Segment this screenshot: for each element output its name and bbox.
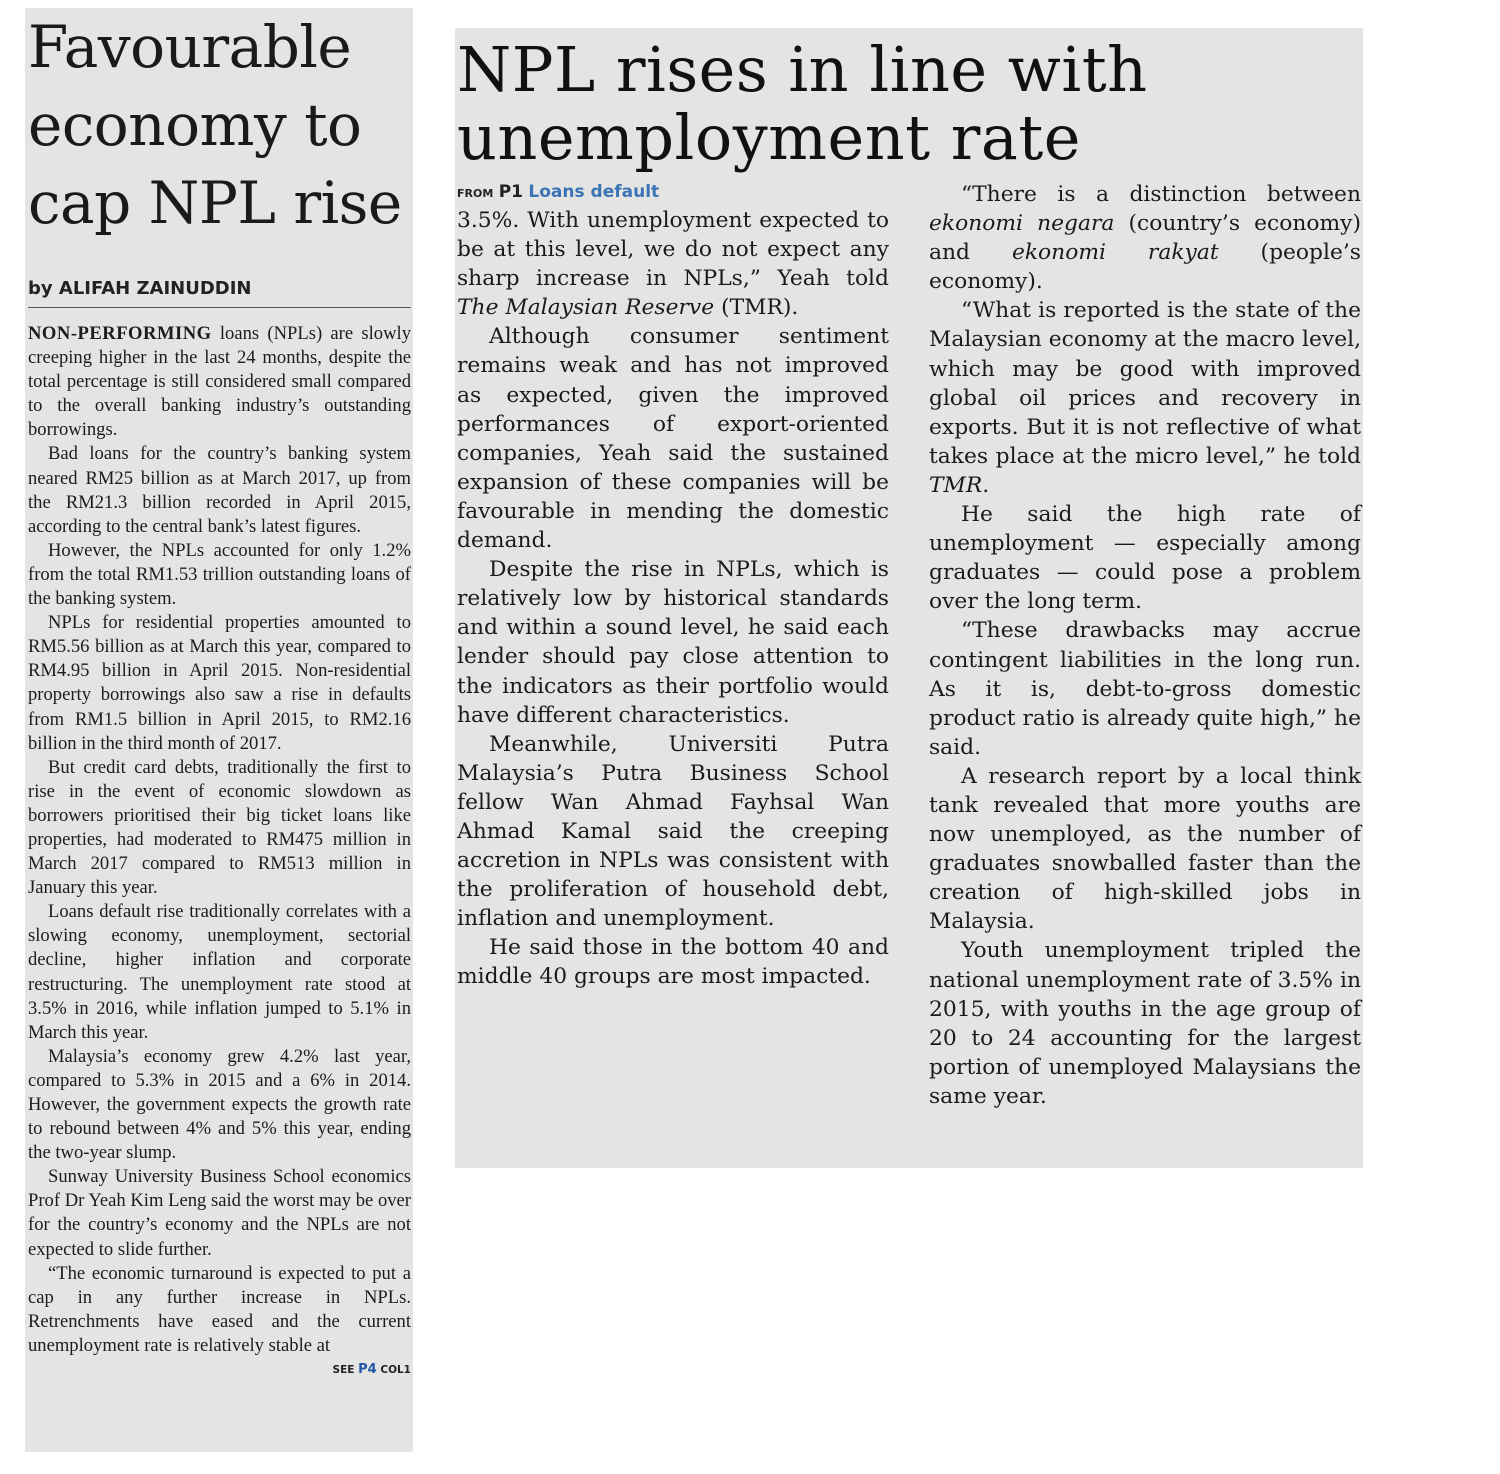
jump-see: SEE — [332, 1364, 355, 1377]
paragraph — [457, 206, 889, 322]
paragraph — [929, 180, 1361, 296]
from-label: FROM — [457, 187, 494, 200]
left-article — [25, 8, 413, 1452]
paragraph-text: (country’s economy) and — [929, 211, 1361, 266]
paragraph: Bad loans for the country’s banking system neared RM25 billion as at March 2017, up from the RM21.3 billion recorded in April 2015, according to the central bank’s latest figures. — [28, 443, 411, 537]
column-2 — [929, 180, 1361, 1111]
paragraph: He said those in the bottom 40 and middle 40 groups are most impacted. — [457, 935, 889, 990]
paragraph — [28, 322, 411, 442]
byline: by ALIFAH ZAINUDDIN — [28, 278, 252, 299]
publication-abbrev: TMR — [929, 472, 983, 498]
right-headline: NPL rises in line with unemployment rate — [457, 33, 1148, 174]
italic-term: ekonomi negara — [929, 211, 1115, 237]
byline-rule — [28, 307, 411, 308]
paragraph-text: “There is a distinction between — [961, 182, 1361, 207]
from-page: P1 — [498, 182, 523, 202]
paragraph: Meanwhile, Universiti Putra Malaysia’s Putra Business School fellow Wan Ahmad Fayhsal Wan Ahmad Kamal said the creeping accretion in NPLs was consistent with the proliferation of household debt, inflation and unemployment. — [457, 731, 889, 932]
jump-page: P4 — [358, 1362, 377, 1378]
paragraph-text: “What is reported is the state of the Malaysian economy at the macro level, which may be good with improved global oil prices and recovery in exports. But it is not reflective of what takes place at the micro level,” he told — [929, 298, 1361, 469]
paragraph: However, the NPLs accounted for only 1.2% from the total RM1.53 trillion outstanding loans of the banking system. — [28, 539, 411, 610]
paragraph: Although consumer sentiment remains weak and has not improved as expected, given the improved performances of export-oriented companies, Yeah said the sustained expansion of these companies will be favourable in mending the domestic demand. — [457, 324, 889, 554]
right-article — [455, 28, 1363, 1168]
paragraph: Despite the rise in NPLs, which is relatively low by historical standards and within a sound level, he said each lender should pay close attention to the indicators as their portfolio would have different characteristics. — [457, 557, 889, 728]
paragraph: Sunway University Business School economics Prof Dr Yeah Kim Leng said the worst may be over for the country’s economy and the NPLs are not expected to slide further. — [28, 1166, 411, 1260]
paragraph: But credit card debts, traditionally the first to rise in the event of economic slowdown as borrowers prioritised their big ticket loans like properties, had moderated to RM475 million in March 2017 compared to RM513 million in January this year. — [28, 756, 411, 899]
paragraph: Malaysia’s economy grew 4.2% last year, compared to 5.3% in 2015 and a 6% in 2014. However, the government expects the growth rate to rebound between 4% and 5% this year, ending the two-year slump. — [28, 1045, 411, 1164]
left-body — [28, 322, 411, 1358]
publication-name: The Malaysian Reserve — [457, 295, 715, 321]
paragraph-text: . — [982, 472, 990, 498]
continued-jump — [28, 1362, 411, 1377]
paragraph: “These drawbacks may accrue contingent liabilities in the long run. As it is, debt-to-gross domestic product ratio is already quite high,” he said. — [929, 618, 1361, 760]
paragraph: Loans default rise traditionally correlates with a slowing economy, unemployment, sectorial decline, higher inflation and corporate restructuring. The unemployment rate stood at 3.5% in 2016, while inflation jumped to 5.1% in March this year. — [28, 901, 411, 1043]
jump-col: COL1 — [380, 1364, 411, 1377]
paragraph-text: loans (NPLs) are slowly creeping higher in the last 24 months, despite the total percentage is still considered small compared to the overall banking industry’s outstanding borrowings. — [28, 323, 411, 441]
paragraph-text: (TMR). — [714, 295, 799, 321]
paragraph-text: 3.5%. With unemployment expected to be at this level, we do not expect any sharp increase in NPLs,” Yeah told — [457, 208, 889, 292]
from-jump — [457, 180, 889, 206]
paragraph: Youth unemployment tripled the national unemployment rate of 3.5% in 2015, with youths in the age group of 20 to 24 accounting for the largest portion of unemployed Malaysians the same year. — [929, 938, 1361, 1109]
paragraph: “The economic turnaround is expected to put a cap in any further increase in NPLs. Retrenchments have eased and the current unemployment rate is relatively stable at — [28, 1262, 411, 1356]
paragraph: NPLs for residential properties amounted to RM5.56 billion as at March this year, compared to RM4.95 billion in April 2015. Non-residential property borrowings also saw a rise in defaults from RM1.5 billion in April 2015, to RM2.16 billion in the third month of 2017. — [28, 612, 411, 754]
from-topic: Loans default — [528, 182, 660, 202]
paragraph-text: (people’s economy). — [929, 240, 1361, 295]
column-1 — [457, 180, 889, 992]
paragraph — [929, 296, 1361, 500]
left-headline: Favourable economy to cap NPL rise — [28, 13, 402, 237]
paragraph: A research report by a local think tank revealed that more youths are now unemployed, as the number of graduates snowballed faster than the creation of high-skilled jobs in Malaysia. — [929, 763, 1361, 935]
lead-caps: NON-PERFORMING — [28, 323, 212, 344]
italic-term: ekonomi rakyat — [1011, 240, 1219, 266]
paragraph: He said the high rate of unemployment — especially among graduates — could pose a problem over the long term. — [929, 502, 1361, 615]
